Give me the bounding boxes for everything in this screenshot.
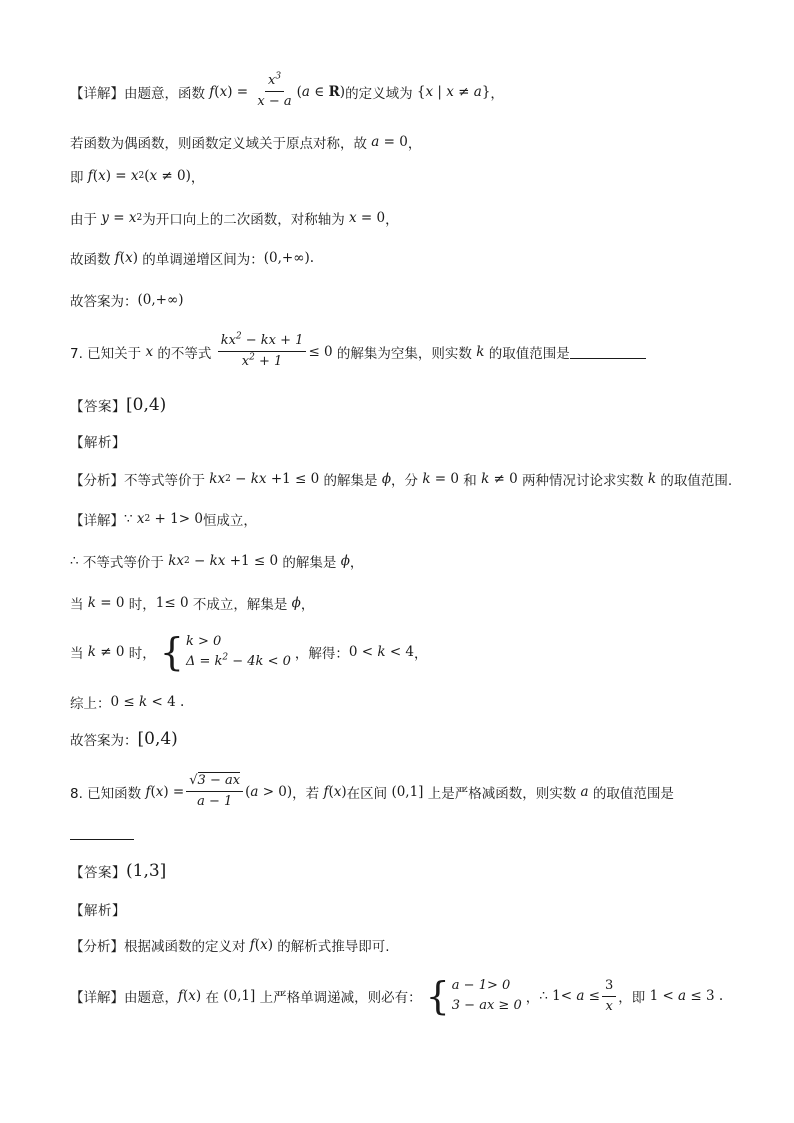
equation-system: { a − 1> 0 3 − ax ≥ 0 [425, 974, 522, 1018]
fraction: $\frac{√3 - ax}{a - 1}$ [186, 773, 243, 810]
question-7: 7. 已知关于 x 的不等式 $\frac{kx^2 - kx + 1}{x^2 + 1}$ ≤ 0 的解集为空集，则实数 k 的取值范围是 [70, 333, 646, 370]
answer-7: 【答案】 [0,4) [70, 395, 167, 415]
analysis-8: 【分析】根据减函数的定义对 f ( x ) 的解析式推导即可. [70, 937, 390, 955]
answer-final-7: 故答案为： [0,4) [70, 729, 178, 749]
line-detail-2: 若函数为偶函数，则函数定义域关于原点对称，故 a = 0 ， [70, 134, 422, 152]
detail-7-5: 综上： 0 ≤ k < 4 . [70, 694, 185, 712]
detail-7-3: 当 k = 0 时， 1≤ 0 不成立，解集是 ϕ ， [70, 595, 315, 613]
answer-8: 【答案】 (1,3] [70, 861, 167, 881]
line-detail-4: 由于 y = x 2 为开口向上的二次函数，对称轴为 x = 0 ， [70, 210, 399, 228]
analysis-heading-7: 【解析】 [70, 435, 126, 451]
question-8: 8. 已知函数 f ( x ) = $\frac{√3 - ax}{a - 1}$ ( a > 0) ，若 f ( x ) 在区间 (0,1] 上是严格减函数，则实数 a 的取值范围是 [70, 773, 674, 809]
fraction: $\frac{kx^2 - kx + 1}{x^2 + 1}$ [218, 333, 307, 370]
fraction: $\frac{3}{x}$ [602, 978, 616, 1015]
line-answer-6: 故答案为： (0,+∞) [70, 292, 184, 310]
detail-7-2: ∴ 不等式等价于 kx 2 − kx +1 ≤ 0 的解集是 ϕ ， [70, 553, 364, 571]
analysis-heading-8: 【解析】 [70, 903, 126, 919]
line-detail-3: 即 f ( x ) = x 2 ( x ≠ 0) ， [70, 168, 205, 186]
detail-7-1: 【详解】 ∵ x 2 + 1> 0 恒成立， [70, 511, 257, 529]
answer-blank-8 [70, 838, 134, 840]
detail-7-4: 当 k ≠ 0 时， { k > 0 $\Delta = k^2 - 4k < 0$ ，解得： 0 < k < 4 ， [70, 630, 428, 674]
fraction: $\frac{x^3}{x - a}$ [257, 71, 292, 109]
line-detail-1: 【详解】由题意，函数 f ( x ) = $\frac{x^3}{x - a}$ ( a ∈ R) 的定义域为 { x | x ≠ a } ， [70, 71, 504, 109]
line-detail-5: 故函数 f ( x ) 的单调递增区间为： (0,+∞). [70, 250, 315, 268]
detail-8: 【详解】由题意， f ( x ) 在 (0,1] 上严格单调递减，则必有： { a − 1> 0 3 − ax ≥ 0 ， ∴ 1< a ≤ $\frac{3}{x}$ ，即 1 < a ≤ 3 . [70, 974, 724, 1018]
answer-blank [570, 344, 646, 359]
equation-system: { k > 0 $\Delta = k^2 - 4k < 0$ [159, 630, 291, 674]
analysis-7: 【分析】不等式等价于 kx 2 − kx +1 ≤ 0 的解集是 ϕ ，分 k = 0 和 k ≠ 0 两种情况讨论求实数 k 的取值范围. [70, 471, 733, 489]
